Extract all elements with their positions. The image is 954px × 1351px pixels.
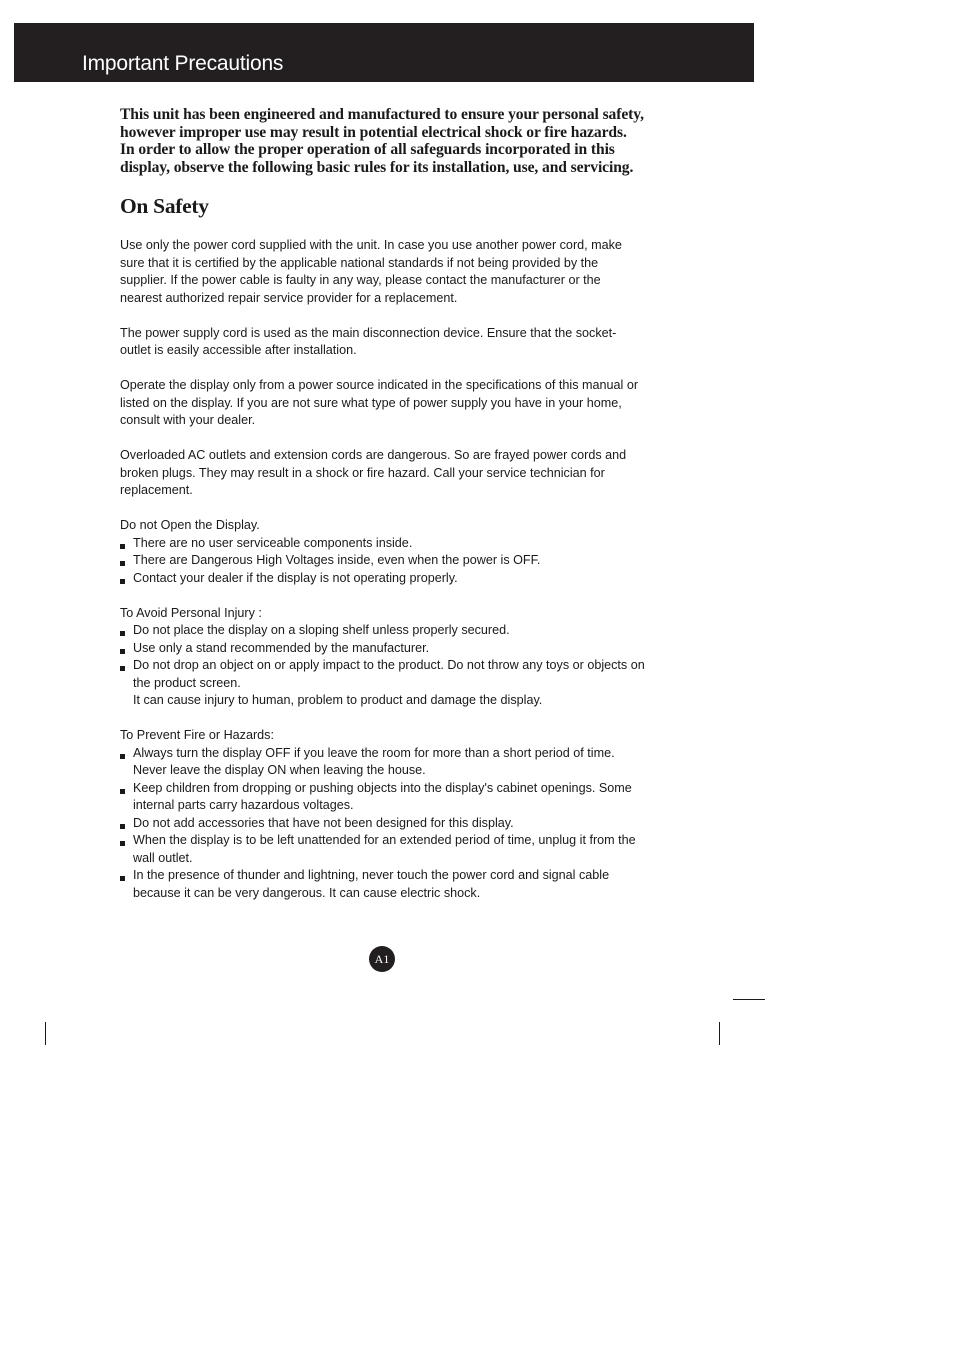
- list-avoid-injury: [120, 605, 645, 710]
- list-item: In the presence of thunder and lightning, never touch the power cord and signal cable because it can be very dangerous. It can cause electric shock.: [120, 867, 645, 902]
- paragraph-disconnection: The power supply cord is used as the main disconnection device. Ensure that the socket-outlet is easily accessible after installation.: [120, 325, 617, 358]
- bullet-icon: [120, 561, 125, 566]
- list-heading: Do not Open the Display.: [120, 518, 260, 533]
- header-bar: [14, 23, 754, 82]
- list-prevent-fire: [120, 727, 645, 902]
- crop-mark: [45, 1022, 46, 1045]
- list-item: Do not place the display on a sloping shelf unless properly secured.: [120, 622, 645, 640]
- list-item: Do not drop an object on or apply impact to the product. Do not throw any toys or objects on the product screen. It can cause injury to human, problem to product and damage the display.: [120, 657, 645, 710]
- safety-text: [120, 237, 645, 902]
- bullet-icon: [120, 649, 125, 654]
- crop-mark: [719, 1022, 720, 1045]
- bullet-icon: [120, 666, 125, 671]
- paragraph-power-source: Operate the display only from a power source indicated in the specifications of this manual or listed on the display. If you are not sure what type of power supply you have in your home, consult with your dealer.: [120, 378, 639, 428]
- list-item: Do not add accessories that have not been designed for this display.: [120, 815, 645, 833]
- paragraph-power-cord: Use only the power cord supplied with the unit. In case you use another power cord, make sure that it is certified by the applicable national standards if not being provided by the supplier. If the power cable is faulty in any way, please contact the manufacturer or the nearest authorized repair service provider for a replacement.: [120, 238, 622, 305]
- crop-mark: [733, 999, 765, 1000]
- list-heading: To Avoid Personal Injury :: [120, 605, 262, 620]
- list-item: Use only a stand recommended by the manufacturer.: [120, 640, 645, 658]
- section-title: On Safety: [120, 194, 209, 219]
- list-item: Always turn the display OFF if you leave the room for more than a short period of time. Never leave the display ON when leaving the house.: [120, 745, 645, 780]
- bullet-icon: [120, 754, 125, 759]
- page-title: Important Precautions: [82, 52, 284, 75]
- bullet-icon: [120, 824, 125, 829]
- list-item: There are no user serviceable components inside.: [120, 535, 645, 553]
- page-number-badge: A1: [369, 946, 395, 972]
- list-item: Keep children from dropping or pushing objects into the display's cabinet openings. Some internal parts carry hazardous voltages.: [120, 780, 645, 815]
- list-do-not-open: [120, 517, 645, 587]
- intro-paragraph: This unit has been engineered and manufactured to ensure your personal safety, however improper use may result in potential electrical shock or fire hazards. In order to allow the proper operation of all safeguards incorporated in this display, observe the following basic rules for its installation, use, and servicing.: [120, 106, 644, 176]
- list-item: There are Dangerous High Voltages inside, even when the power is OFF.: [120, 552, 645, 570]
- list-item: When the display is to be left unattended for an extended period of time, unplug it from the wall outlet.: [120, 832, 645, 867]
- bullet-icon: [120, 631, 125, 636]
- bullet-icon: [120, 544, 125, 549]
- list-item: Contact your dealer if the display is not operating properly.: [120, 570, 645, 588]
- paragraph-overloaded-outlets: Overloaded AC outlets and extension cords are dangerous. So are frayed power cords and broken plugs. They may result in a shock or fire hazard. Call your service technician for replacement.: [120, 448, 627, 498]
- bullet-icon: [120, 876, 125, 881]
- list-heading: To Prevent Fire or Hazards:: [120, 728, 274, 743]
- bullet-icon: [120, 841, 125, 846]
- bullet-icon: [120, 579, 125, 584]
- list-note: It can cause injury to human, problem to product and damage the display.: [133, 693, 543, 708]
- main-content: [120, 106, 645, 902]
- bullet-icon: [120, 789, 125, 794]
